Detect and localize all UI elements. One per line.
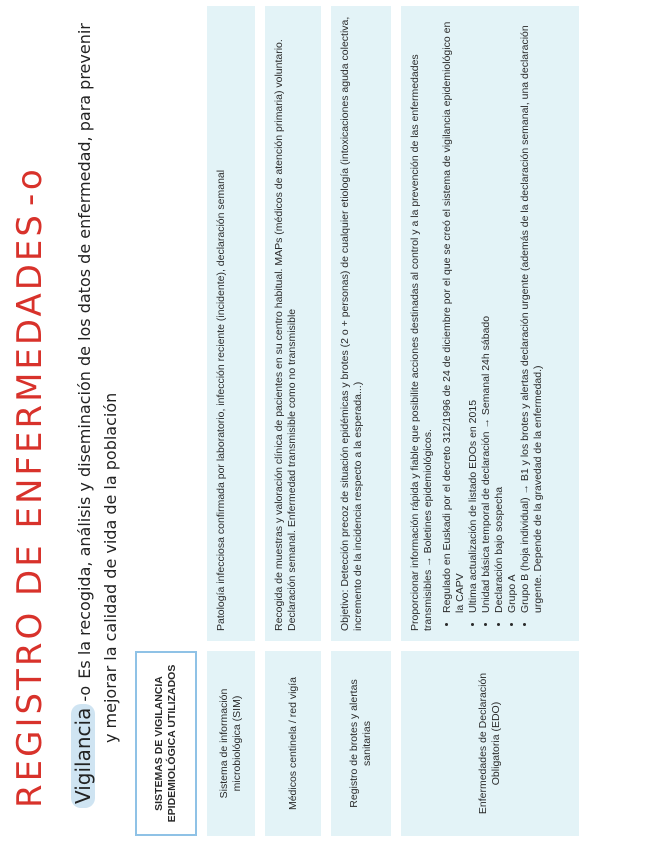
list-item: • Grupo B (hoja individual) → B1 y los brotes y alertas declaración urgente (además de la declaración semanal, una declaración urgente. Depende de la gravedad de la enfermedad.) bbox=[519, 16, 545, 613]
definition-arrow: -o bbox=[75, 685, 94, 702]
system-description: Patología infecciosa confirmada por laboratorio, infección reciente (incidente), declaración semanal bbox=[207, 6, 255, 641]
system-description: Objetivo: Detección precoz de situación epidémicas y brotes (2 o + personas) de cualquier etiología (intoxicaciones aguda colectiva, incremento de la incidencia respecto a la esperada...) bbox=[331, 6, 391, 641]
title-arrow: -o bbox=[10, 166, 50, 207]
table-row bbox=[401, 6, 579, 836]
system-name: Registro de brotes y alertas sanitarias bbox=[331, 651, 391, 836]
table-header-row bbox=[135, 6, 197, 836]
edo-bullet-list bbox=[441, 16, 545, 631]
system-name: Sistema de información microbiológica (SIM) bbox=[207, 651, 255, 836]
table-header: SISTEMAS DE VIGILANCIA EPIDEMIOLÓGICA UTILIZADOS bbox=[135, 651, 197, 836]
definition-text-line2: y mejorar la calidad de vida de la población bbox=[101, 392, 120, 743]
definition-text-line1: Es la recogida, análisis y diseminación de los datos de enfermedad, para prevenir bbox=[75, 23, 94, 679]
edo-intro: Proporcionar información rápida y fiable que posibilite acciones destinadas al control y a la prevención de las enfermedades transmisibles → Boletines epidemiológicos. bbox=[409, 54, 434, 631]
system-description bbox=[401, 6, 579, 641]
system-name: Médicos centinela / red vigía bbox=[265, 651, 321, 836]
definition-term: Vigilancia bbox=[71, 704, 95, 808]
list-item: • Regulado en Euskadi por el decreto 312/1996 de 24 de diciembre por el que se creó el sistema de vigilancia epidemiológico en la CAPV bbox=[441, 16, 467, 613]
table-row bbox=[207, 6, 255, 836]
definition bbox=[70, 8, 124, 808]
table-row bbox=[331, 6, 391, 836]
system-name: Enfermedades de Declaración Obligatoria (EDO) bbox=[401, 651, 579, 836]
page-title-text: REGISTRO DE ENFERMEDADES bbox=[10, 212, 50, 808]
system-description: Recogida de muestras y valoración clínica de pacientes en su centro habitual. MAPs (médicos de atención primaria) voluntario. Declaración semanal. Enfermedad transmisible como no transmisible bbox=[265, 6, 321, 641]
table-row bbox=[265, 6, 321, 836]
list-item: • Ultima actualización de listado EDOs en 2015 bbox=[467, 16, 480, 613]
list-item: • Unidad básica temporal de declaración → Semanal 24h sábado bbox=[480, 16, 493, 613]
list-item: • Declaración bajo sospecha bbox=[493, 16, 506, 613]
page-title bbox=[10, 166, 50, 808]
list-item: • Grupo A bbox=[506, 16, 519, 613]
surveillance-table bbox=[135, 6, 589, 836]
